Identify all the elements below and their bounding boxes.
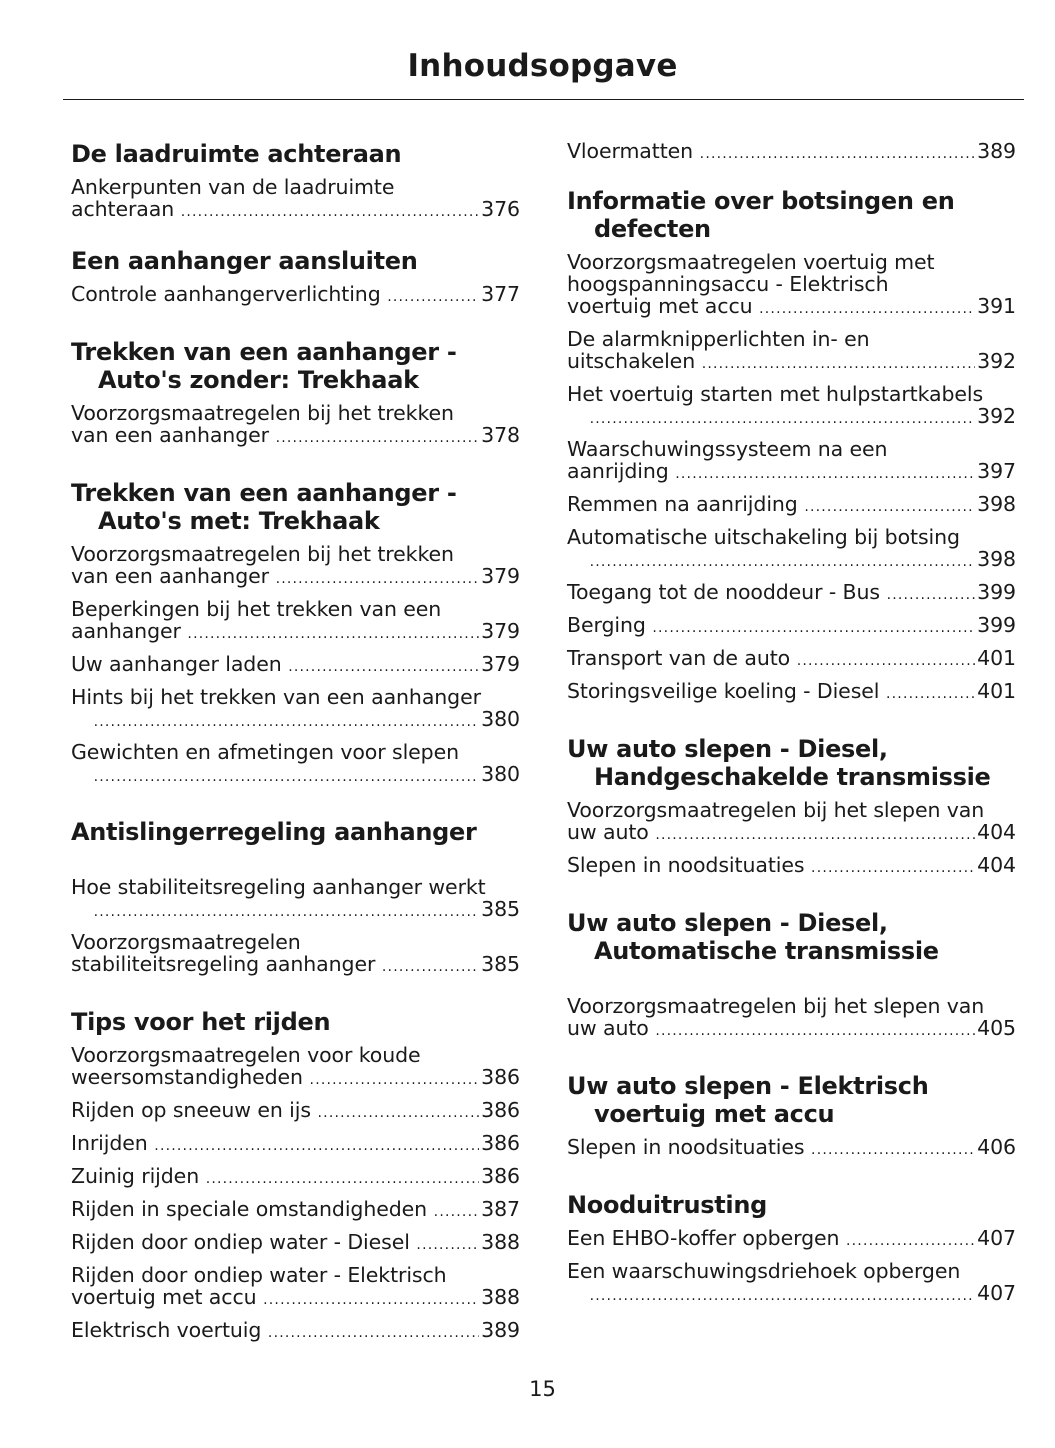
entry-text: Toegang tot de nooddeur - Bus [567,580,880,604]
toc-entry[interactable] [567,1227,1016,1252]
entry-text: Storingsveilige koeling - Diesel [567,679,880,703]
dot-leader [187,623,479,645]
entry-page-number: 389 [977,139,1016,163]
dot-leader [699,143,975,165]
entry-text: Voorzorgsmaatregelen bij het trekken [71,401,454,425]
entry-page-number: 404 [977,853,1016,877]
entry-page-number: 406 [977,1135,1016,1159]
page-title: Inhoudsopgave [407,48,678,84]
dot-leader [885,683,975,705]
dot-leader [759,298,976,320]
entry-page-number: 392 [977,349,1016,373]
toc-section [567,140,1016,165]
toc-section [71,1008,520,1344]
entry-page-number: 389 [481,1318,520,1342]
entry-text: Voorzorgsmaatregelen bij het slepen van [567,798,985,822]
toc-entry[interactable] [567,493,1016,518]
dot-leader [275,427,479,449]
entry-text: Elektrisch voertuig [71,1318,262,1342]
entry-text: stabiliteitsregeling aanhanger [71,952,376,976]
dot-leader [701,353,975,375]
section-title: Antislingerregeling aanhanger [71,818,477,846]
section-title: Informatie over botsingen en defecten [567,187,955,243]
dot-leader [652,617,975,639]
toc-left-column [71,140,520,1352]
entry-page-number: 379 [481,564,520,588]
entry-text: Beperkingen bij het trekken van een [71,597,442,621]
dot-leader [267,1322,479,1344]
entry-text: De alarmknipperlichten in- en [567,327,870,351]
entry-text: Hoe stabiliteitsregeling aanhanger werkt [71,875,486,899]
dot-leader [655,824,975,846]
dot-leader [589,408,975,430]
entry-text: Waarschuwingssysteem na een [567,437,888,461]
entry-page-number: 386 [481,1131,520,1155]
entry-text: van een aanhanger [71,564,269,588]
entry-text: uw auto [567,820,649,844]
toc-entry[interactable] [71,1044,520,1091]
toc-entry[interactable] [71,283,520,308]
entry-text: Een EHBO-koffer opbergen [567,1226,840,1250]
section-title: Trekken van een aanhanger - Auto's met: Trekhaak [71,479,457,535]
dot-leader [263,1289,480,1311]
toc-entry[interactable] [71,1132,520,1157]
entry-page-number: 399 [977,580,1016,604]
dot-leader [205,1168,479,1190]
entry-page-number: 401 [977,679,1016,703]
entry-text: Uw aanhanger laden [71,652,282,676]
toc-entry[interactable] [567,680,1016,705]
toc-entry[interactable] [567,438,1016,485]
entry-text: uw auto [567,1016,649,1040]
dot-leader [845,1230,975,1252]
entry-page-number: 377 [481,282,520,306]
dot-leader [810,1139,975,1161]
entry-text: Ankerpunten van de laadruimte [71,175,395,199]
section-title: Uw auto slepen - Diesel, Handgeschakelde transmissie [567,735,991,791]
dot-leader [275,568,479,590]
toc-entry[interactable] [567,328,1016,375]
toc-entry[interactable] [71,686,520,733]
entry-text: Rijden in speciale omstandigheden [71,1197,428,1221]
entry-page-number: 385 [481,897,520,921]
entry-text: Rijden door ondiep water - Elektrisch [71,1263,447,1287]
dot-leader [93,766,479,788]
toc-section [71,338,520,449]
toc-entry[interactable] [567,251,1016,320]
entry-text: van een aanhanger [71,423,269,447]
dot-leader [309,1069,479,1091]
toc-entry[interactable] [71,402,520,449]
entry-text: Hints bij het trekken van een aanhanger [71,685,481,709]
dot-leader [675,463,976,485]
entry-page-number: 399 [977,613,1016,637]
entry-page-number: 379 [481,652,520,676]
entry-page-number: 379 [481,619,520,643]
entry-page-number: 386 [481,1098,520,1122]
toc-section [567,735,1016,879]
entry-page-number: 407 [977,1281,1016,1305]
entry-page-number: 388 [481,1285,520,1309]
toc-section [567,909,1016,1042]
section-title: Uw auto slepen - Diesel, Automatische transmissie [567,909,939,965]
toc-entry[interactable] [71,741,520,788]
dot-leader [93,901,479,923]
toc-entry[interactable] [567,647,1016,672]
toc-section [71,818,520,978]
entry-text: Voorzorgsmaatregelen bij het trekken [71,542,454,566]
entry-text: aanrijding [567,459,669,483]
toc-section [71,479,520,788]
section-title: Uw auto slepen - Elektrisch voertuig met accu [567,1072,929,1128]
entry-text: Zuinig rijden [71,1164,200,1188]
entry-page-number: 388 [481,1230,520,1254]
toc-entry[interactable] [567,140,1016,165]
entry-page-number: 378 [481,423,520,447]
dot-leader [387,286,480,308]
toc-entry[interactable] [71,1264,520,1311]
toc-entry[interactable] [71,1099,520,1124]
page-number: 15 [529,1377,556,1401]
dot-leader [804,496,975,518]
entry-text: Slepen in noodsituaties [567,1135,805,1159]
toc-entry[interactable] [71,543,520,590]
toc-right-column [567,140,1016,1315]
dot-leader [810,857,975,879]
entry-page-number: 404 [977,820,1016,844]
toc-entry[interactable] [71,1231,520,1256]
entry-text: Vloermatten [567,139,694,163]
dot-leader [317,1102,479,1124]
entry-page-number: 386 [481,1164,520,1188]
toc-entry[interactable] [567,1260,1016,1307]
entry-text: aanhanger [71,619,181,643]
entry-page-number: 380 [481,707,520,731]
entry-text: voertuig met accu [71,1285,257,1309]
toc-entry[interactable] [71,876,520,923]
entry-page-number: 405 [977,1016,1016,1040]
toc-entry[interactable] [71,653,520,678]
dot-leader [589,551,975,573]
entry-text: Rijden op sneeuw en ijs [71,1098,311,1122]
toc-section [567,187,1016,705]
toc-entry[interactable] [71,598,520,645]
toc-entry[interactable] [567,581,1016,606]
entry-text: Slepen in noodsituaties [567,853,805,877]
entry-page-number: 385 [481,952,520,976]
entry-text: achteraan [71,197,175,221]
toc-section [567,1072,1016,1161]
toc-section [71,247,520,308]
entry-text: Voorzorgsmaatregelen bij het slepen van [567,994,985,1018]
section-title: Trekken van een aanhanger - Auto's zonder: Trekhaak [71,338,457,394]
entry-text: Het voertuig starten met hulpstartkabels [567,382,984,406]
toc-entry[interactable] [567,526,1016,573]
entry-page-number: 398 [977,492,1016,516]
toc-entry[interactable] [71,931,520,978]
toc-entry[interactable] [71,1198,520,1223]
entry-text: Voorzorgsmaatregelen voertuig met [567,250,935,274]
entry-text: Voorzorgsmaatregelen voor koude [71,1043,421,1067]
section-title: De laadruimte achteraan [71,140,402,168]
toc-entry[interactable] [567,854,1016,879]
dot-leader [433,1201,479,1223]
dot-leader [288,656,480,678]
dot-leader [655,1020,975,1042]
entry-page-number: 397 [977,459,1016,483]
entry-page-number: 376 [481,197,520,221]
entry-text: Rijden door ondiep water - Diesel [71,1230,410,1254]
header-divider [63,99,1024,100]
dot-leader [416,1234,479,1256]
dot-leader [154,1135,479,1157]
entry-text: hoogspanningsaccu - Elektrisch [567,272,889,296]
section-title: Tips voor het rijden [71,1008,331,1036]
entry-page-number: 391 [977,294,1016,318]
entry-page-number: 407 [977,1226,1016,1250]
entry-page-number: 386 [481,1065,520,1089]
toc-entry[interactable] [71,1319,520,1344]
entry-page-number: 398 [977,547,1016,571]
dot-leader [886,584,975,606]
dot-leader [180,201,479,223]
dot-leader [796,650,975,672]
dot-leader [93,711,479,733]
toc-entry[interactable] [567,799,1016,846]
entry-text: Remmen na aanrijding [567,492,798,516]
toc-section [71,140,520,223]
entry-page-number: 392 [977,404,1016,428]
toc-entry[interactable] [567,383,1016,430]
entry-text: Controle aanhangerverlichting [71,282,381,306]
toc-entry[interactable] [71,1165,520,1190]
toc-section [567,1191,1016,1307]
entry-text: Transport van de auto [567,646,791,670]
entry-page-number: 387 [481,1197,520,1221]
dot-leader [381,956,479,978]
entry-text: Automatische uitschakeling bij botsing [567,525,960,549]
section-title: Nooduitrusting [567,1191,767,1219]
entry-text: uitschakelen [567,349,696,373]
entry-text: Berging [567,613,646,637]
entry-text: Voorzorgsmaatregelen [71,930,301,954]
entry-text: voertuig met accu [567,294,753,318]
toc-entry[interactable] [567,995,1016,1042]
toc-entry[interactable] [567,614,1016,639]
toc-entry[interactable] [71,176,520,223]
entry-text: Gewichten en afmetingen voor slepen [71,740,459,764]
entry-page-number: 401 [977,646,1016,670]
entry-page-number: 380 [481,762,520,786]
entry-text: Inrijden [71,1131,148,1155]
entry-text: weersomstandigheden [71,1065,303,1089]
entry-text: Een waarschuwingsdriehoek opbergen [567,1259,961,1283]
dot-leader [589,1285,975,1307]
toc-entry[interactable] [567,1136,1016,1161]
section-title: Een aanhanger aansluiten [71,247,418,275]
